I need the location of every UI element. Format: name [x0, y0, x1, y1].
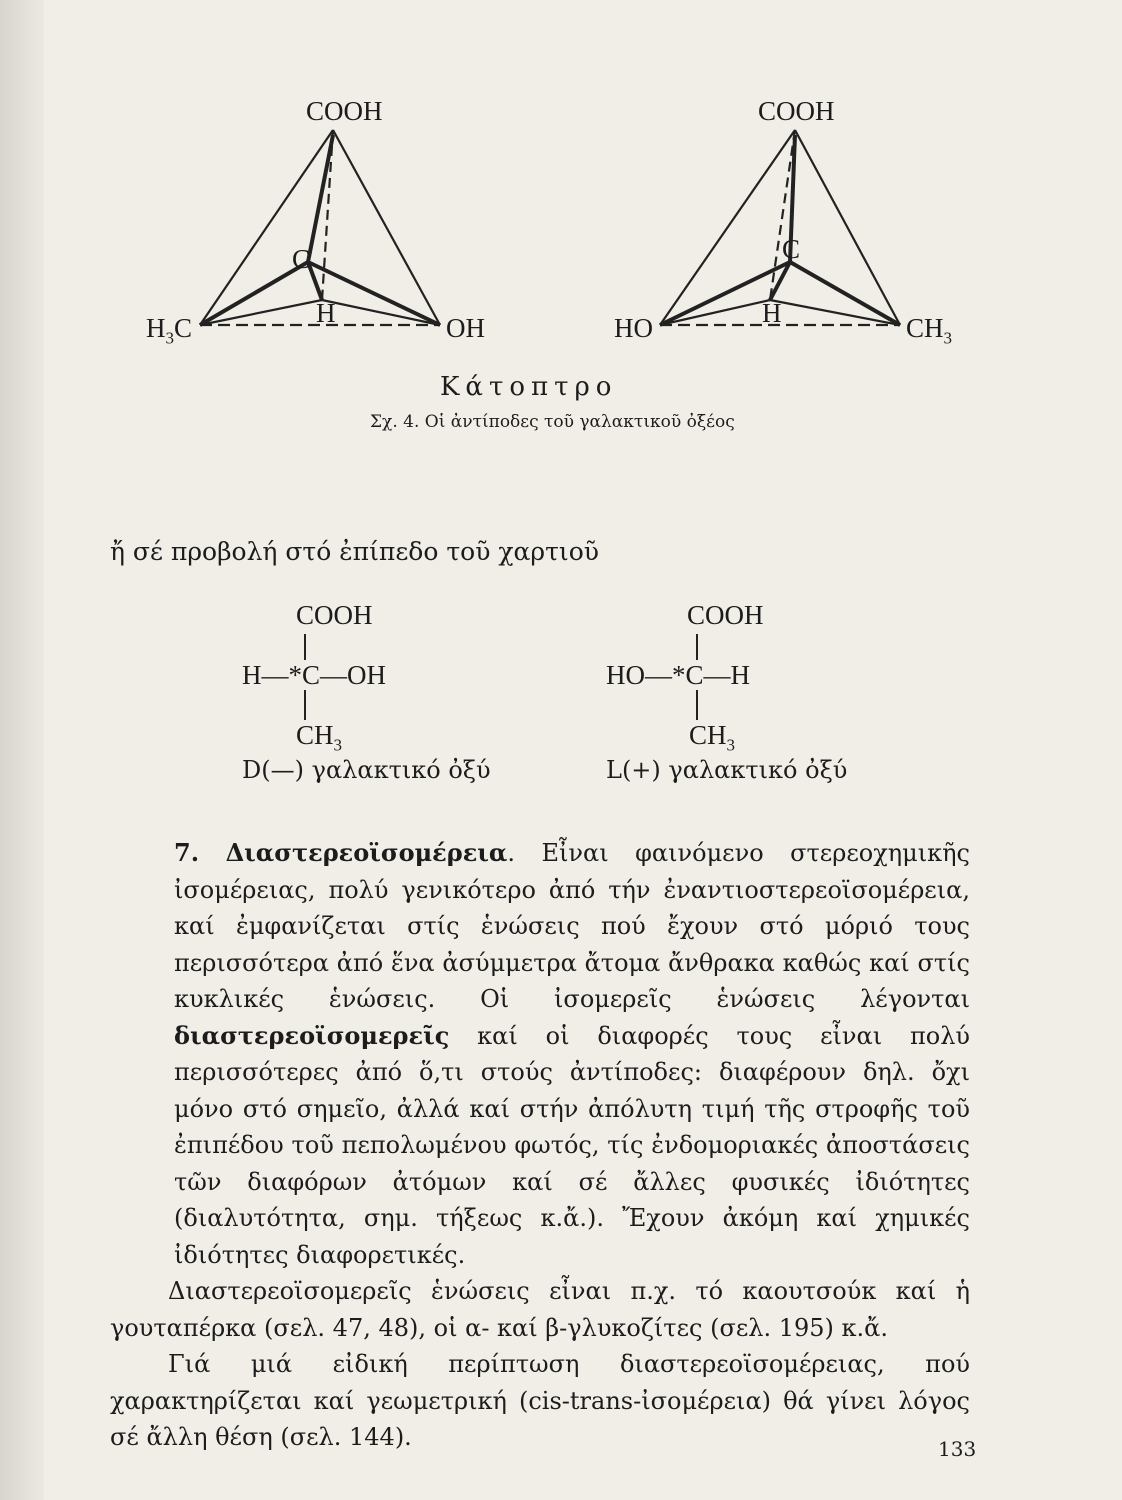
left-center-carbon: C	[292, 244, 311, 274]
bold-term: διαστερεοϊσομερεῖς	[174, 1020, 450, 1050]
right-ch3-group: $CH_3$	[906, 313, 953, 348]
page-number: 133	[938, 1437, 977, 1461]
l-lactic-acid-label: L(+) γαλακτικό ὀξύ	[606, 756, 848, 784]
section-title: Διαστερεοϊσομέρεια	[225, 838, 508, 867]
projection-intro: ἤ σέ προβολή στό ἐπίπεδο τοῦ χαρτιοῦ	[110, 537, 599, 566]
left-top-cooh: COOH	[306, 96, 383, 126]
right-front-h: H	[762, 298, 782, 328]
left-h3c-group: $H_3C$	[146, 313, 193, 348]
left-proj-middle: H—*C—OH	[242, 660, 387, 690]
right-proj-top: COOH	[687, 600, 764, 630]
right-top-cooh: COOH	[758, 96, 835, 126]
d-lactic-acid-label: D(—) γαλακτικό ὀξύ	[242, 756, 491, 784]
right-proj-bottom: $CH_3$	[689, 720, 736, 755]
section-number: 7.	[174, 838, 200, 867]
section-body	[110, 835, 970, 1456]
right-ho-group: HO	[614, 313, 653, 343]
figure-caption: Σχ. 4. Οἱ ἀντίποδες τοῦ γαλακτικοῦ ὀξέος	[370, 412, 735, 432]
left-proj-bottom: $CH_3$	[296, 720, 343, 755]
mirror-label: Κάτοπτρο	[440, 372, 618, 402]
paragraph-1: 7. Διαστερεοϊσομέρεια. Εἶναι φαινόμενο στερεοχημικῆς ἰσομέρειας, πολύ γενικότερο ἀπό τήν ἐναντιοστερεοϊσομέρεια, καί ἐμφανίζεται στίς ἑνώσεις πού ἔχουν στό μόριό τους περισσότερα ἀπό ἕνα ἀσύμμετρα ἄτομα ἄνθρακα καθώς καί στίς κυκλικές ἑνώσεις. Οἱ ἰσομερεῖς ἑνώσεις λέγονται διαστερεοϊσομερεῖς καί οἱ διαφορές τους εἶναι πολύ περισσότερες ἀπό ὅ,τι στούς ἀντίποδες: διαφέρουν δηλ. ὄχι μόνο στό σημεῖο, ἀλλά καί στήν ἀπόλυτη τιμή τῆς στροφῆς τοῦ ἐπιπέδου τοῦ πεπολωμένου φωτός, τίς ἐνδομοριακές ἀποστάσεις τῶν διαφόρων ἀτόμων καί σέ ἄλλες φυσικές ἰδιότητες (διαλυτότητα, σημ. τήξεως κ.ἄ.). Ἔχουν ἀκόμη καί χημικές ἰδιότητες διαφορετικές.	[174, 838, 970, 1269]
left-front-h: H	[316, 298, 336, 328]
left-proj-top: COOH	[296, 600, 373, 630]
right-center-carbon: C	[782, 234, 801, 264]
paragraph-2: Διαστερεοϊσομερεῖς ἑνώσεις εἶναι π.χ. τό καουτσούκ καί ἡ γουταπέρκα (σελ. 47, 48), οἱ α- καί β-γλυκοζίτες (σελ. 195) κ.ἄ.	[110, 1277, 970, 1342]
paragraph-3: Γιά μιά εἰδική περίπτωση διαστερεοϊσομέρειας, πού χαρακτηρίζεται καί γεωμετρική (cis-trans-ἰσομέρεια) θά γίνει λόγος σέ ἄλλη θέση (σελ. 144).	[110, 1350, 970, 1451]
left-oh-group: OH	[446, 313, 485, 343]
right-proj-middle: HO—*C—H	[606, 660, 751, 690]
